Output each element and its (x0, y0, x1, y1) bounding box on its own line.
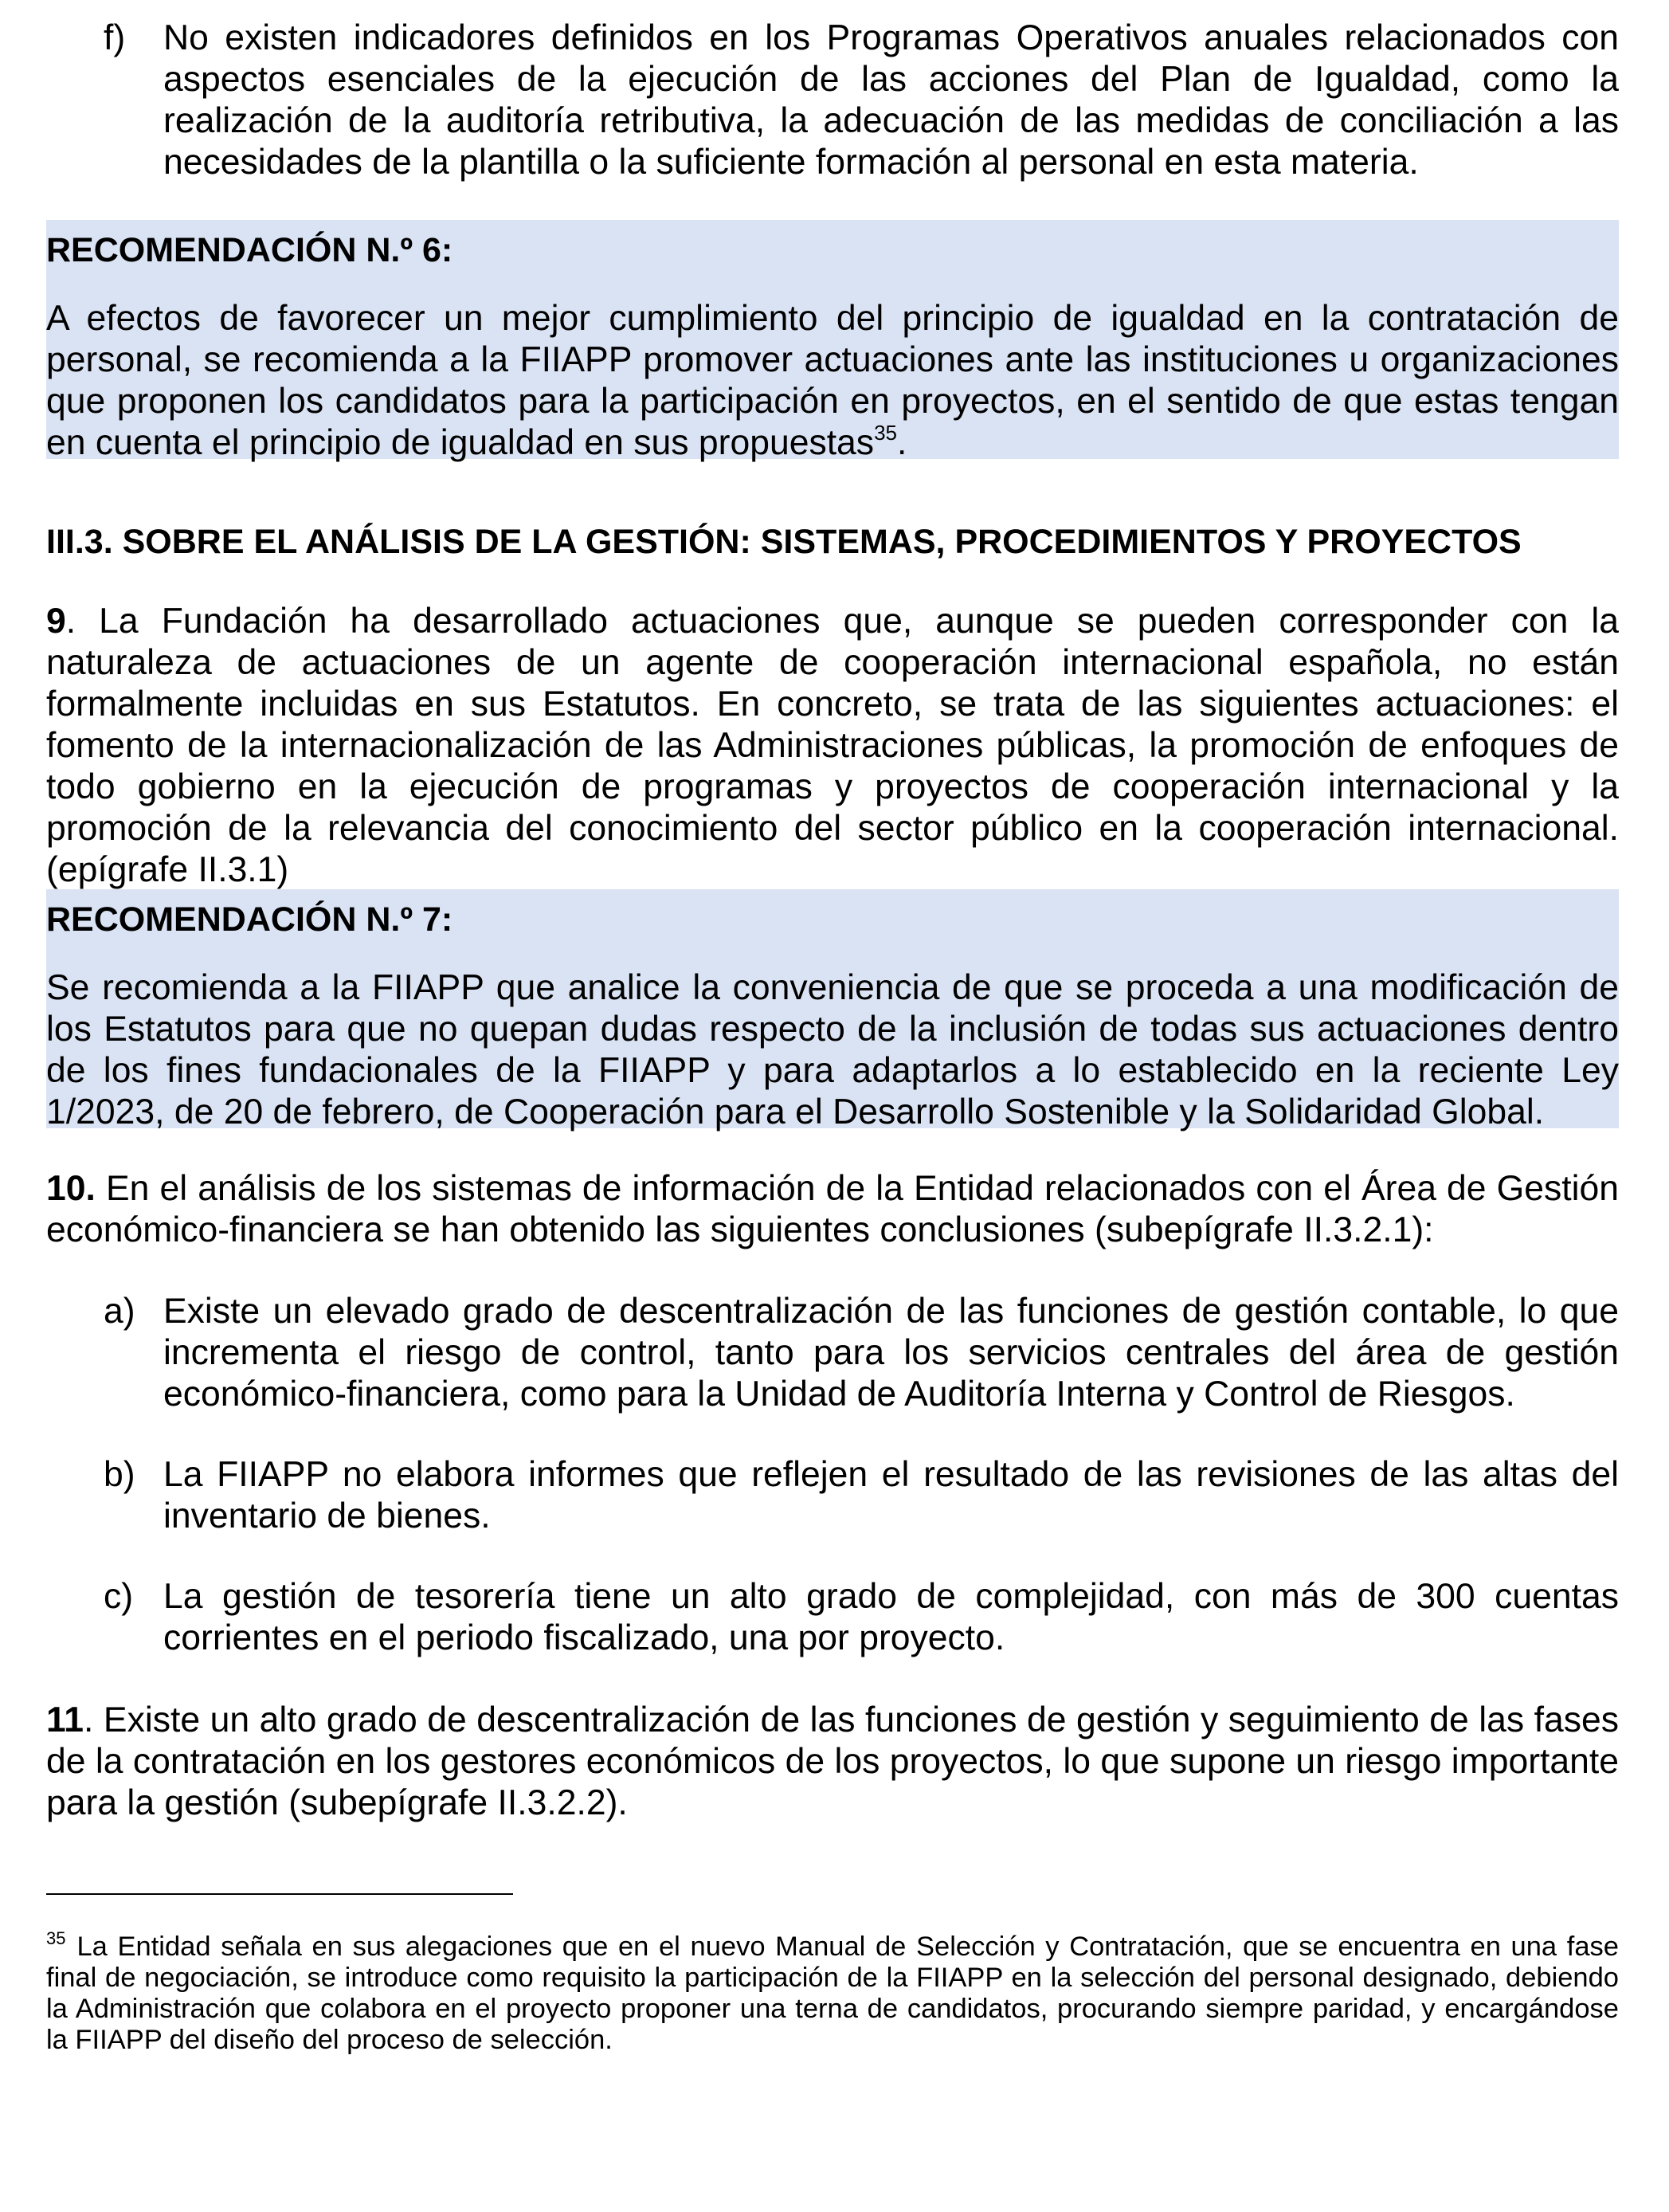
footnote-separator (46, 1893, 513, 1895)
recommendation-7-text: Se recomienda a la FIIAPP que analice la conveniencia de que se proceda a una modificación de los Estatutos para que no quepan dudas respecto de la inclusión de todas sus actuaciones dentro de los fines fundacionales de la FIIAPP y para adaptarlos a lo establecido en la reciente Ley 1/2023, de 20 de febrero, de Cooperación para el Desarrollo Sostenible y la Solidaridad Global. (46, 968, 1619, 1131)
footnote-ref-35[interactable]: 35 (874, 421, 897, 445)
recommendation-7-heading: RECOMENDACIÓN N.º 7: (46, 900, 453, 939)
list-item-text: La FIIAPP no elabora informes que reflejen el resultado de las revisiones de las altas del inventario de bienes. (163, 1455, 1619, 1535)
section-title: III.3. SOBRE EL ANÁLISIS DE LA GESTIÓN: SISTEMAS, PROCEDIMIENTOS Y PROYECTOS (46, 523, 1522, 561)
list-marker: b) (104, 1455, 135, 1494)
footnote-35 (46, 1928, 1619, 2056)
paragraph-11: 11. Existe un alto grado de descentralización de las funciones de gestión y seguimiento de las fases de la contratación en los gestores económicos de los proyectos, lo que supone un riesgo importante para la gestión (subepígrafe II.3.2.2). (46, 1700, 1620, 1822)
paragraph-9: 9. La Fundación ha desarrollado actuaciones que, aunque se pueden corresponder con la naturaleza de actuaciones de un agente de cooperación internacional española, no están formalmente incluidas en sus Estatutos. En concreto, se trata de las siguientes actuaciones: el fomento de la internacionalización de las Administraciones públicas, la promoción de enfoques de todo gobierno en la ejecución de programas y proyectos de cooperación internacional y la promoción de la relevancia del conocimiento del sector público en la cooperación internacional. (epígrafe II.3.1) (46, 602, 1619, 889)
paragraph-11-number: 11 (46, 1700, 84, 1739)
list-marker: c) (104, 1577, 134, 1616)
list-item-f (46, 18, 1619, 183)
recommendation-7-box (46, 889, 1619, 1131)
footnote-number: 35 (46, 1928, 66, 1948)
list-item-text: La gestión de tesorería tiene un alto grado de complejidad, con más de 300 cuentas corrientes en el periodo fiscalizado, una por proyecto. (163, 1577, 1619, 1657)
list-marker: f) (104, 18, 126, 57)
paragraph-10: 10. En el análisis de los sistemas de información de la Entidad relacionados con el Área de Gestión económico-financiera se han obtenido las siguientes conclusiones (subepígrafe II.3.2.1): (46, 1169, 1619, 1249)
recommendation-6-heading: RECOMENDACIÓN N.º 6: (46, 231, 453, 269)
list-marker: a) (104, 1292, 135, 1331)
list-item-c (46, 1576, 1619, 1659)
paragraph-10-number: 10. (46, 1169, 96, 1208)
list-item-b (46, 1454, 1619, 1537)
list-item-a (46, 1291, 1619, 1415)
list-item-text: No existen indicadores definidos en los Programas Operativos anuales relacionados con aspectos esenciales de la ejecución de las acciones del Plan de Igualdad, como la realización de la auditoría retributiva, la adecuación de las medidas de conciliación a las necesidades de la plantilla o la suficiente formación al personal en esta materia. (163, 18, 1619, 182)
recommendation-6-box (46, 220, 1619, 462)
recommendation-6-text: A efectos de favorecer un mejor cumplimiento del principio de igualdad en la contratación de personal, se recomienda a la FIIAPP promover actuaciones ante las instituciones u organizaciones que proponen los candidatos para la participación en proyectos, en el sentido de que estas tengan en cuenta el principio de igualdad en sus propuestas$^{35}$. (46, 299, 1619, 462)
paragraph-9-number: 9 (46, 602, 66, 641)
list-item-text: Existe un elevado grado de descentralización de las funciones de gestión contable, lo que incrementa el riesgo de control, tanto para los servicios centrales del área de gestión económico-financiera, como para la Unidad de Auditoría Interna y Control de Riesgos. (163, 1292, 1619, 1414)
footnote-text: La Entidad señala en sus alegaciones que en el nuevo Manual de Selección y Contratación, que se encuentra en una fase final de negociación, se introduce como requisito la participación de la FIIAPP en la selección del personal designado, debiendo la Administración que colabora en el proyecto proponer una terna de candidatos, procurando siempre paridad, y encargándose la FIIAPP del diseño del proceso de selección. (46, 1932, 1619, 2055)
